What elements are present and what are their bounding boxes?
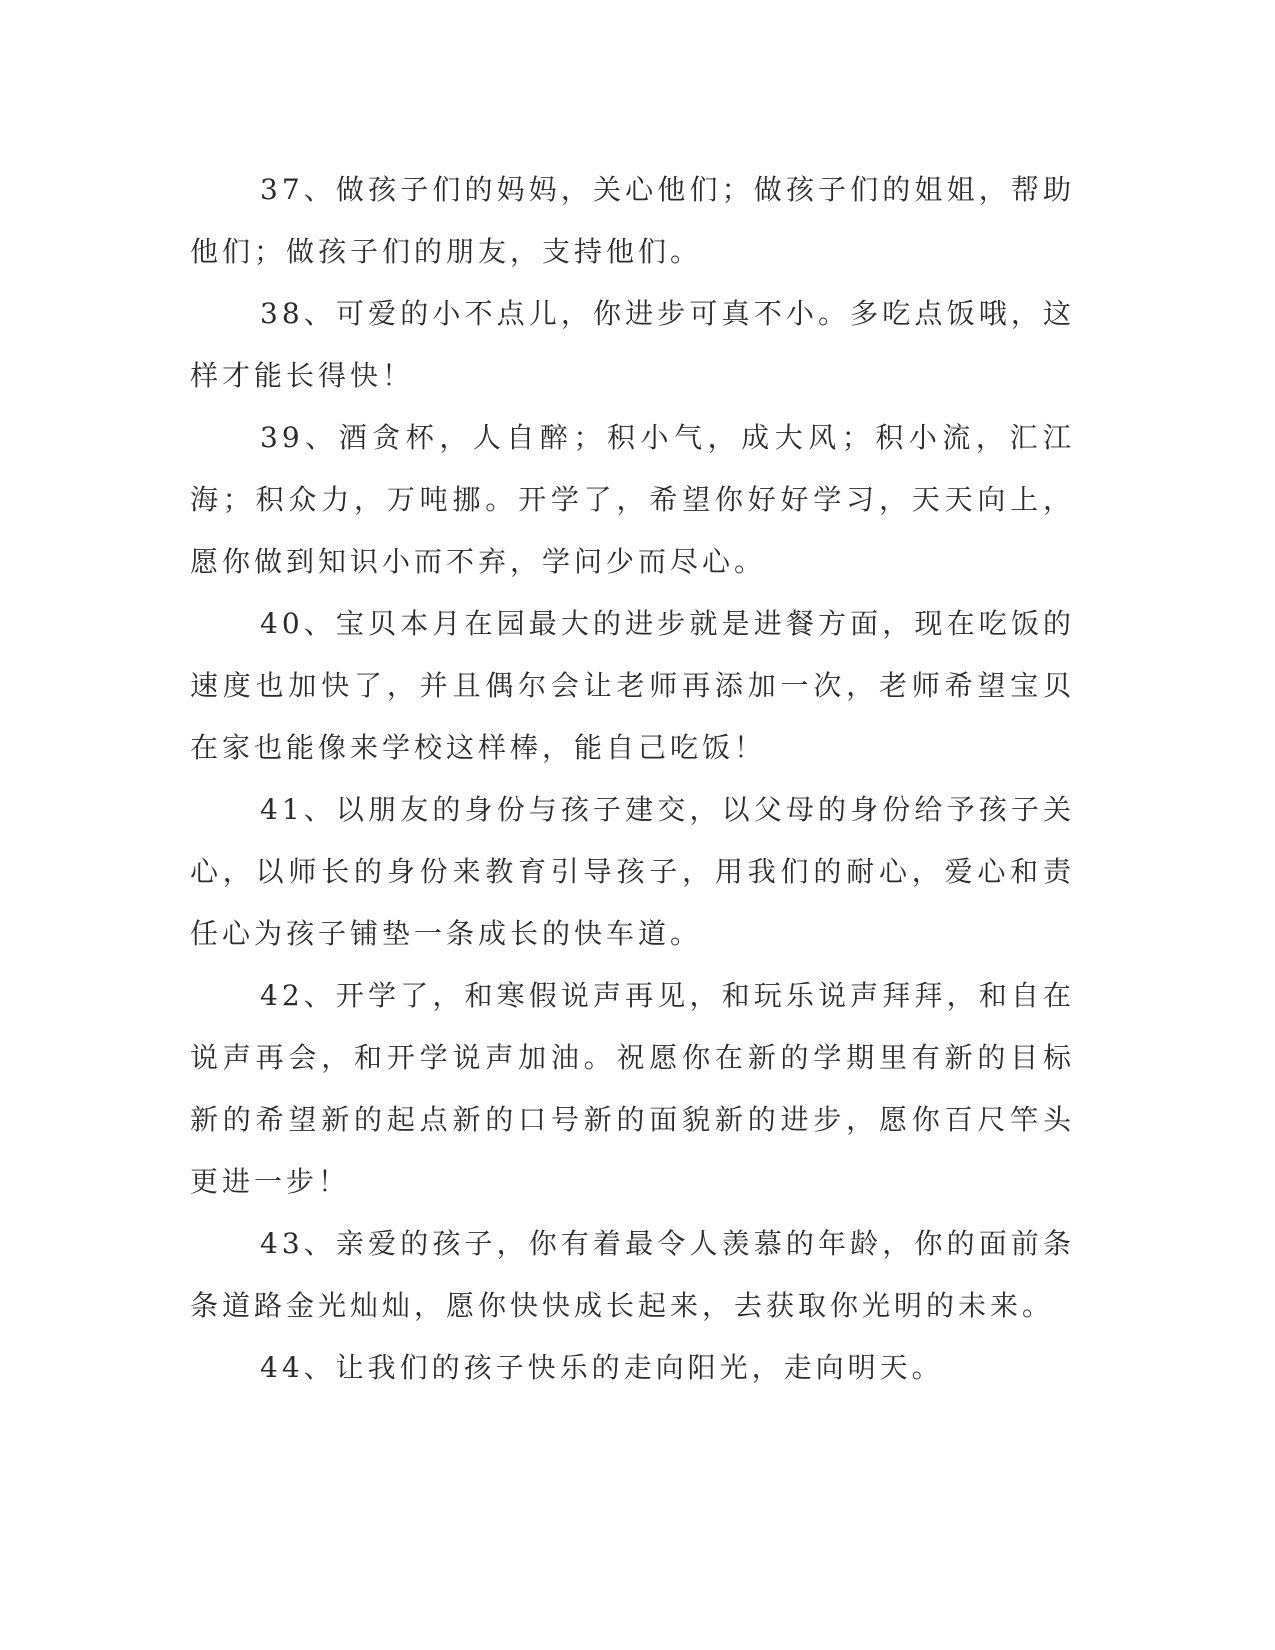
paragraph-37: 37、做孩子们的妈妈，关心他们；做孩子们的姐姐，帮助他们；做孩子们的朋友，支持他们。 bbox=[190, 173, 1075, 268]
paragraph-43: 43、亲爱的孩子，你有着最令人羡慕的年龄，你的面前条条道路金光灿灿，愿你快快成长起来，去获取你光明的未来。 bbox=[190, 1227, 1075, 1322]
paragraph-41: 41、以朋友的身份与孩子建交，以父母的身份给予孩子关心，以师长的身份来教育引导孩子，用我们的耐心，爱心和责任心为孩子铺垫一条成长的快车道。 bbox=[190, 793, 1075, 950]
paragraph-39: 39、酒贪杯，人自醉；积小气，成大风；积小流，汇江海；积众力，万吨挪。开学了，希望你好好学习，天天向上，愿你做到知识小而不弃，学问少而尽心。 bbox=[190, 421, 1075, 578]
paragraph-40: 40、宝贝本月在园最大的进步就是进餐方面，现在吃饭的速度也加快了，并且偶尔会让老师再添加一次，老师希望宝贝在家也能像来学校这样棒，能自己吃饭！ bbox=[190, 607, 1075, 764]
document-body bbox=[190, 159, 1075, 1399]
paragraph-38: 38、可爱的小不点儿，你进步可真不小。多吃点饭哦，这样才能长得快！ bbox=[190, 297, 1075, 392]
paragraph-44: 44、让我们的孩子快乐的走向阳光，走向明天。 bbox=[260, 1351, 944, 1384]
paragraph-42: 42、开学了，和寒假说声再见，和玩乐说声拜拜，和自在说声再会，和开学说声加油。祝愿你在新的学期里有新的目标新的希望新的起点新的口号新的面貌新的进步，愿你百尺竿头更进一步！ bbox=[190, 979, 1075, 1198]
